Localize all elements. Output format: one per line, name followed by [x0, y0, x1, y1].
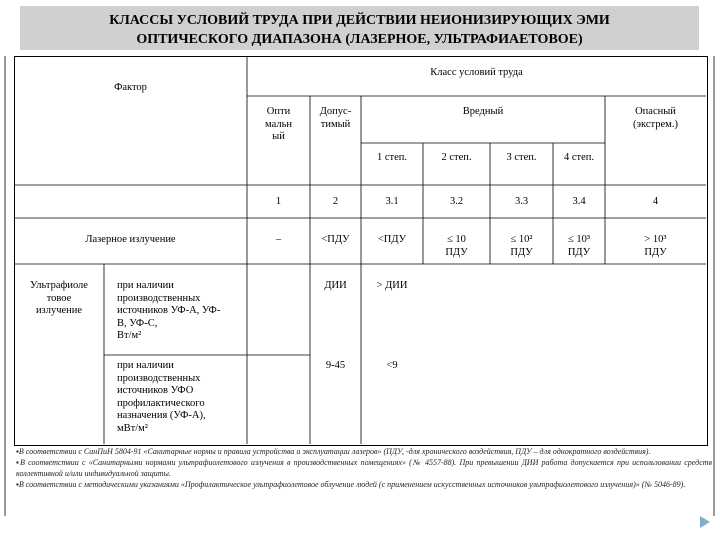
laser-value-optimal: –: [275, 234, 282, 245]
laser-value-3-2: ≤ 10 ПДУ: [445, 234, 468, 258]
laser-value-admissible: <ПДУ: [321, 234, 350, 245]
class-number-3-4: 3.4: [572, 196, 586, 207]
class-header: Класс условий труда: [430, 67, 523, 78]
footnote-1: ▪В соответствии с СанПиН 5804-91 «Санитарные нормы и правила устройства и эксплуатации лазеров» (ПДУ, -для хронического воздействия, ПДУ – для однократного воздействия).: [16, 447, 651, 456]
laser-value-4: > 10³ ПДУ: [644, 234, 667, 258]
laser-label: Лазерное излучение: [85, 234, 176, 245]
uv-condition-prophylactic: при наличии производственных источников УФО профилактического назначения (УФ-А), мВт/м²: [117, 360, 206, 434]
uv-industrial-admissible: ДИИ: [324, 280, 347, 291]
class-number-1: 1: [275, 196, 282, 207]
class-number-3-2: 3.2: [449, 196, 464, 207]
degree-3: 3 степ.: [506, 152, 537, 163]
class-number-3-1: 3.1: [385, 196, 399, 207]
admissible-header: Допус- тимый: [319, 106, 352, 130]
next-slide-arrow-icon: [700, 516, 710, 528]
uv-prophylactic-admissible: 9-45: [325, 360, 346, 371]
title-line-2: ОПТИЧЕСКОГО ДИАПАЗОНА (ЛАЗЕРНОЕ, УЛЬТРАФИАЕТОВОЕ): [136, 32, 583, 47]
class-number-2: 2: [332, 196, 339, 207]
optimal-header: Опти мальн ый: [265, 106, 292, 142]
uv-industrial-harmful-1: > ДИИ: [376, 280, 408, 291]
laser-value-3-1: <ПДУ: [377, 234, 407, 245]
factor-header: Фактор: [114, 82, 147, 93]
uv-condition-industrial: при наличии производственных источников УФ-А, УФ- В, УФ-С, Вт/м²: [117, 280, 221, 341]
class-number-4: 4: [652, 196, 659, 207]
footnotes: [16, 446, 712, 490]
footnote-3: ▪В соответствии с методическими указаниями «Профилактическое ультрафиолетовое облучение людей (с применением искусственных источников ультрафиолетового излучения)» (№ 5046-89).: [16, 480, 686, 489]
degree-1: 1 степ.: [376, 152, 408, 163]
title-line-1: КЛАССЫ УСЛОВИЙ ТРУДА ПРИ ДЕЙСТВИИ НЕИОНИЗИРУЮЩИХ ЭМИ: [109, 13, 610, 28]
footnote-2: ▪В соответствии с «Санитарными нормами ультрафиолетового излучения в производственных помещениях» (№ 4557-88). При превышении ДИИ работа допускается при использовании средств коллективной и/или индивидуальной защиты.: [16, 458, 712, 478]
uv-prophylactic-harmful-1: <9: [386, 360, 398, 371]
dangerous-header: Опасный (экстрем.): [633, 106, 678, 130]
laser-value-3-4: ≤ 10³ ПДУ: [567, 234, 591, 258]
degree-2: 2 степ.: [441, 152, 472, 163]
uv-label: Ультрафиоле товое излучение: [30, 280, 88, 316]
laser-value-3-3: ≤ 10² ПДУ: [510, 234, 533, 258]
degree-4: 4 степ.: [563, 152, 595, 163]
harmful-header: Вредный: [462, 106, 504, 117]
class-number-3-3: 3.3: [514, 196, 529, 207]
